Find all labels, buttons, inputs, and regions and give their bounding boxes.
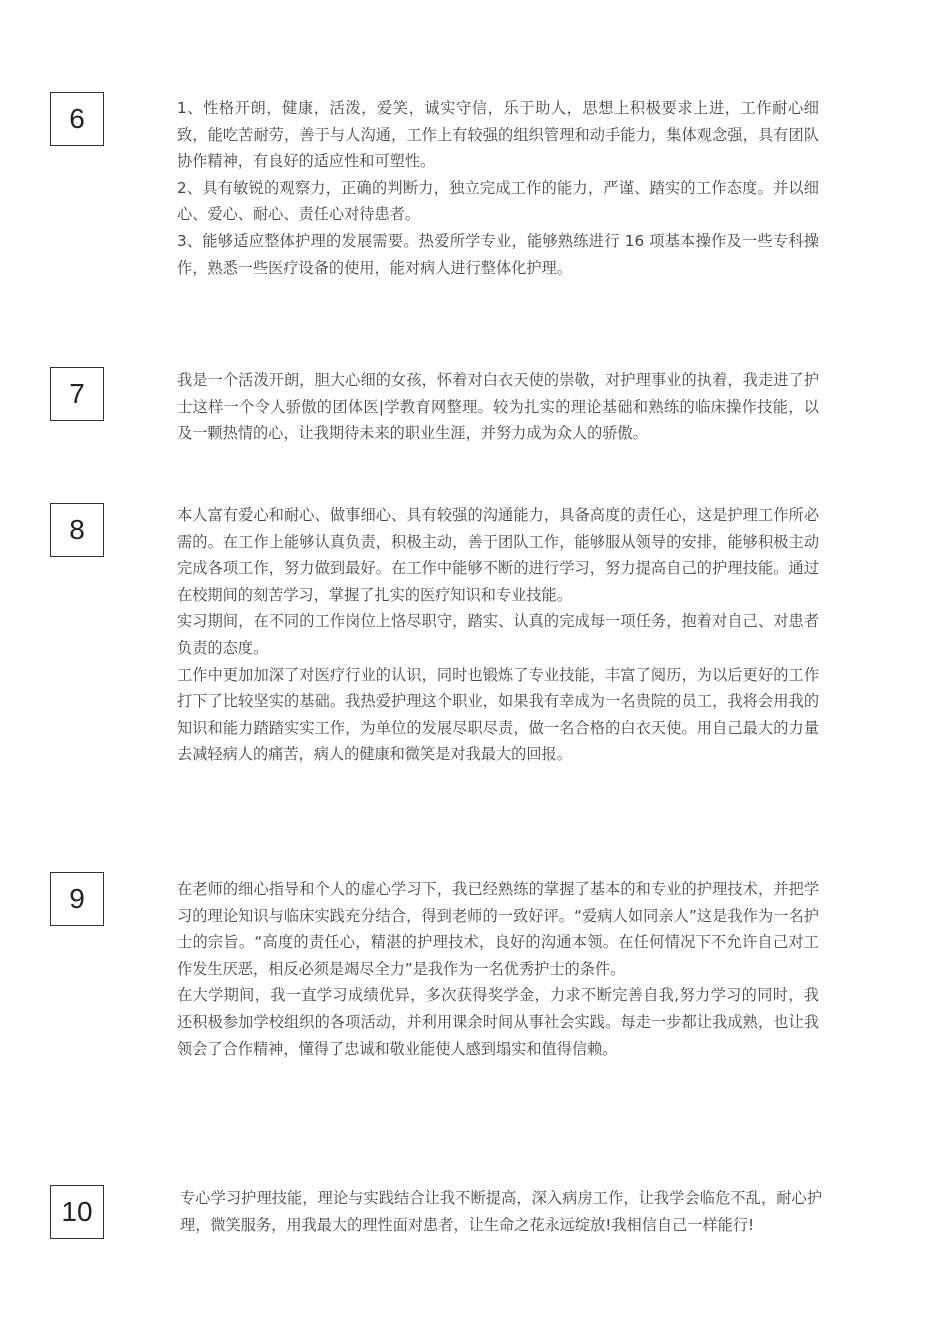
entry-text [177, 95, 819, 281]
entry-text [177, 502, 819, 768]
entry-paragraph: 在大学期间，我一直学习成绩优异，多次获得奖学金，力求不断完善自我,努力学习的同时，我还积极参加学校组织的各项活动，并利用课余时间从事社会实践。每走一步都让我成熟，也让我领会了合作精神，懂得了忠诚和敬业能使人感到塌实和值得信赖。 [177, 986, 819, 1058]
entry-number: 8 [69, 514, 85, 545]
entry-paragraph: 我是一个活泼开朗，胆大心细的女孩，怀着对白衣天使的崇敬，对护理事业的执着，我走进了护士这样一个令人骄傲的团体医|学教育网整理。较为扎实的理论基础和熟练的临床操作技能，以及一颗热情的心，让我期待未来的职业生涯，并努力成为众人的骄傲。 [177, 371, 819, 443]
entry-text [177, 367, 819, 447]
entry-number-box [50, 92, 104, 146]
entry-number: 10 [61, 1196, 93, 1227]
entry-number: 7 [69, 378, 85, 409]
entry-number: 9 [69, 883, 85, 914]
entry-paragraph: 1、性格开朗，健康，活泼，爱笑，诚实守信，乐于助人，思想上积极要求上进，工作耐心细致，能吃苦耐劳，善于与人沟通，工作上有较强的组织管理和动手能力，集体观念强，具有团队协作精神，有良好的适应性和可塑性。 [177, 99, 819, 171]
entry-paragraph: 实习期间，在不同的工作岗位上恪尽职守，踏实、认真的完成每一项任务，抱着对自己、对患者负责的态度。 [177, 612, 819, 657]
entry-number-box [50, 872, 104, 926]
entry-number-box [50, 503, 104, 557]
entry-paragraph: 2、具有敏锐的观察力，正确的判断力，独立完成工作的能力，严谨、踏实的工作态度。并以细心、爱心、耐心、责任心对待患者。 [177, 178, 819, 224]
entry-paragraph: 专心学习护理技能，理论与实践结合让我不断提高，深入病房工作，让我学会临危不乱，耐心护理，微笑服务，用我最大的理性面对患者，让生命之花永远绽放!我相信自己一样能行! [180, 1189, 822, 1234]
entry-text [180, 1185, 822, 1238]
entry-paragraph: 本人富有爱心和耐心、做事细心、具有较强的沟通能力，具备高度的责任心，这是护理工作所必需的。在工作上能够认真负责，积极主动，善于团队工作，能够服从领导的安排，能够积极主动完成各项工作，努力做到最好。在工作中能够不断的进行学习，努力提高自己的护理技能。通过在校期间的刻苦学习，掌握了扎实的医疗知识和专业技能。 [177, 506, 819, 604]
entry-paragraph: 在老师的细心指导和个人的虚心学习下，我已经熟练的掌握了基本的和专业的护理技术，并把学习的理论知识与临床实践充分结合，得到老师的一致好评。“爱病人如同亲人”这是我作为一名护士的宗旨。“高度的责任心，精湛的护理技术，良好的沟通本领。在任何情况下不允许自己对工作发生厌恶，相反必须是竭尽全力”是我作为一名优秀护士的条件。 [177, 880, 819, 978]
entry-number-box [50, 367, 104, 421]
entry-text [177, 876, 819, 1062]
entry-paragraph: 工作中更加加深了对医疗行业的认识，同时也锻炼了专业技能，丰富了阅历，为以后更好的工作打下了比较坚实的基础。我热爱护理这个职业，如果我有幸成为一名贵院的员工，我将会用我的知识和能力踏踏实实工作，为单位的发展尽职尽责，做一名合格的白衣天使。用自己最大的力量去减轻病人的痛苦，病人的健康和微笑是对我最大的回报。 [177, 665, 819, 764]
entry-paragraph: 3、能够适应整体护理的发展需要。热爱所学专业，能够熟练进行 16 项基本操作及一些专科操作，熟悉一些医疗设备的使用，能对病人进行整体化护理。 [177, 231, 819, 277]
entry-number: 6 [69, 103, 85, 134]
entry-number-box [50, 1185, 104, 1239]
